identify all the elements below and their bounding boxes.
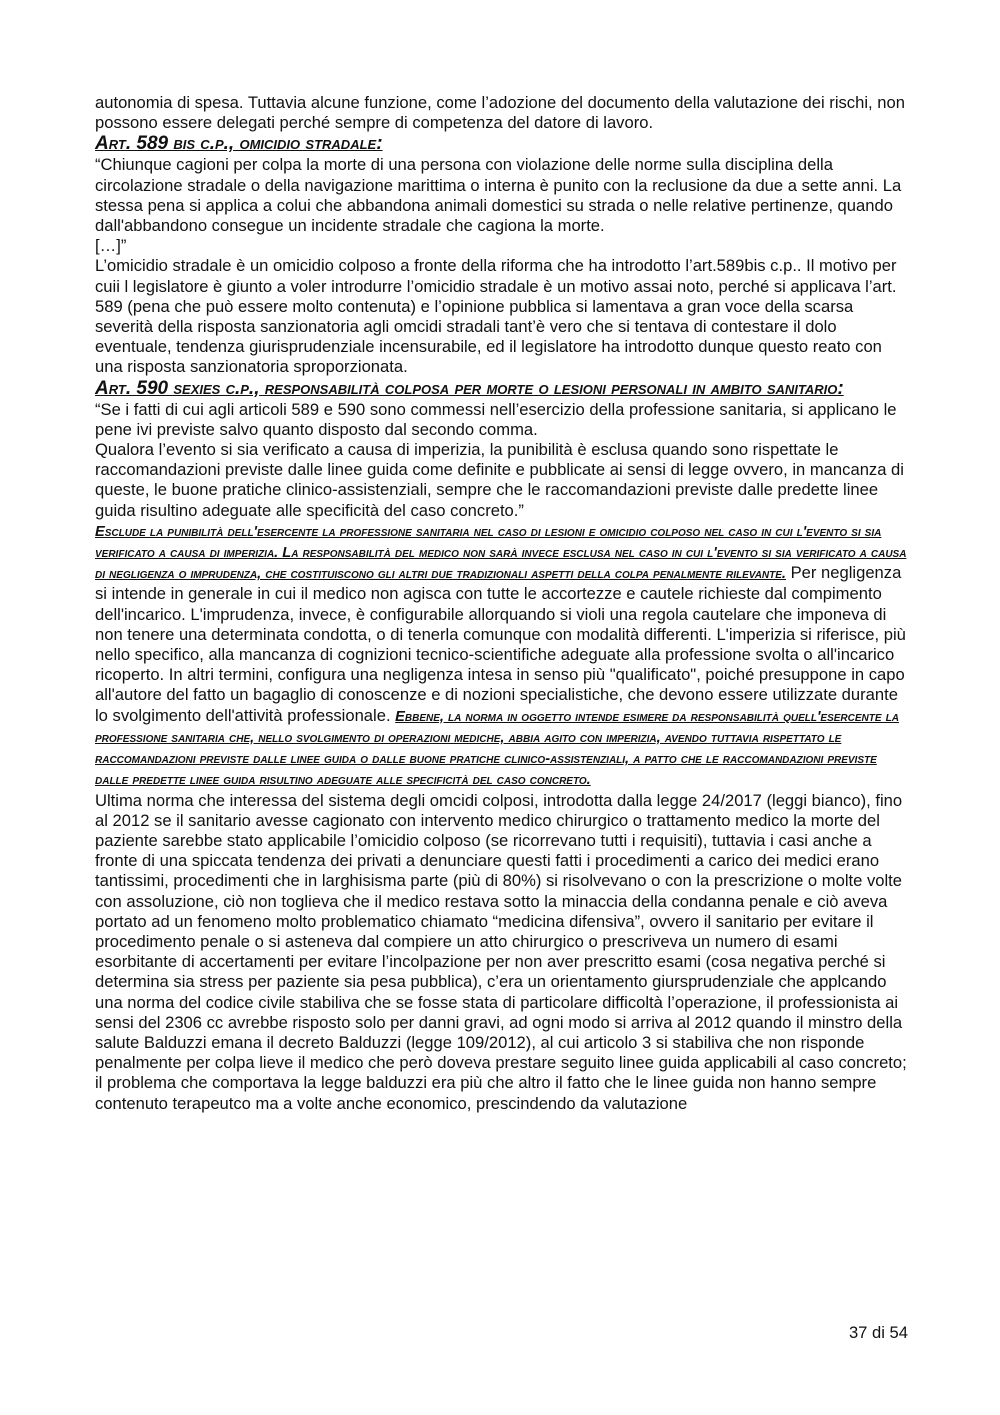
art-589-quote: “Chiunque cagioni per colpa la morte di una persona con violazione delle norme sulla disciplina della circolazione stradale o della navigazione marittima o interna è punito con la reclusione da due a sette anni. La stessa pena si applica a colui che abbandona animali domestici su strada o nelle relative pertinenze, quando dall'abbandono consegue un incidente stradale che cagiona la morte.: [95, 155, 902, 236]
art-589-commentary: L’omicidio stradale è un omicidio colposo a fronte della riforma che ha introdotto l’art.589bis c.p.. Il motivo per cuii l legislatore è giunto a voler introdurre l’omicidio stradale è un motivo assai noto, perché si applicava l’art. 589 (pena che può essere molto contenuta) e l’opinione pubblica si lamentava a gran voce della scarsa severità della risposta sanzionatoria agli omcidi stradali tant’è vero che si tentava di contestare il dolo eventuale, tendenza giurisprudenziale incensurabile, ed il legislatore ha introdotto dunque questo reato con una risposta sanzionatoria sproporzionata.: [95, 256, 897, 377]
page-number: 37 di 54: [848, 1323, 908, 1342]
art-589-ellipsis: […]”: [95, 236, 127, 256]
emphasis-block-2: Ebbene, la norma in oggetto intende esimere da responsabilità quell'esercente la professione sanitaria che, nello svolgimento di operazioni mediche, abbia agito con imperizia, avendo tuttavia rispettato le raccomandazioni previste dalle linee guida o dalle buone pratiche clinico-assistenziali, a patto che le raccomandazioni previste dalle predette linee guida risultino adeguate alle specificità del caso concreto.: [95, 708, 899, 789]
document-page: [95, 93, 910, 1114]
heading-art-589-bis: Art. 589 bis c.p., omicidio stradale:: [95, 133, 383, 155]
art-590-quote-1: “Se i fatti di cui agli articoli 589 e 590 sono commessi nell’esercizio della professione sanitaria, si applicano le pene ivi previste salvo quanto disposto dal secondo comma.: [95, 399, 897, 439]
emphasis-block-1: Esclude la punibilità dell'esercente la professione sanitaria nel caso di lesioni e omicidio colposo nel caso in cui l'evento si sia verificato a causa di imperizia. La responsabilità del medico non sarà invece esclusa nel caso in cui l'evento si sia verificato a causa di negligenza o imprudenza, che costituiscono gli altri due tradizionali aspetti della colpa penalmente rilevante.: [95, 523, 907, 583]
art-590-commentary-text: Per negligenza si intende in generale in cui il medico non agisca con tutte le accortezze e cautele richieste dal compimento dell'incarico. L'imprudenza, invece, è configurabile allorquando si violi una regola cautelare che imponeva di non tenere una determinata condotta, o di tenerla comunque con modalità differenti. L'imperizia si riferisce, più nello specifico, alla mancanza di cognizioni tecnico-scientifiche adeguate alla professione svolta o all'incarico ricoperto. In altri termini, configura una negligenza intesa in senso più "qualificato", poiché presuppone in capo all'autore del fatto un bagaglio di conoscenze e di nozioni specialistiche, che devono essere utilizzate durante lo svolgimento dell'attività professionale.: [95, 563, 906, 725]
heading-art-590-sexies: Art. 590 sexies c.p., responsabilità colposa per morte o lesioni personali in ambito sanitario:: [95, 377, 844, 399]
art-590-quote-2: Qualora l’evento si sia verificato a causa di imperizia, la punibilità è esclusa quando sono rispettate le raccomandazioni previste dalle linee guida come definite e pubblicate ai sensi di legge ovvero, in mancanza di queste, le buone pratiche clinico-assistenziali, sempre che le raccomandazioni previste dalle predette linee guida risultino adeguate alle specificità del caso concreto.”: [95, 440, 904, 520]
intro-paragraph: autonomia di spesa. Tuttavia alcune funzione, come l’adozione del documento della valutazione dei rischi, non possono essere delegati perché sempre di competenza del datore di lavoro.: [95, 93, 905, 133]
closing-paragraph: Ultima norma che interessa del sistema degli omcidi colposi, introdotta dalla legge 24/2017 (leggi bianco), fino al 2012 se il sanitario avesse cagionato con intervento medico chirurgico o trattamento medico la morte del paziente sarebbe stato applicabile l’omicidio colposo (se ricorrevano tutti i requisiti), tuttavia i casi anche a fronte di una spiccata tendenza dei privati a denunciare questi fatti i procedimenti a carico dei medici erano tantissimi, procedimenti che in larghisisma parte (più di 80%) si risolvevano o con la prescrizione o molte volte con assoluzione, ciò non toglieva che il medico restava sotto la minaccia della condanna penale e ciò aveva portato ad un fenomeno molto problematico chiamato “medicina difensiva”, ovvero il sanitario per evitare il procedimento penale o si asteneva dal compiere un atto chirurgico o prescriveva un numero di esami esorbitante di accertamenti per evitare l’incolpazione per non aver prescritto esami (cosa negativa perché si determina sia stress per paziente sia pesa pubblica), c’era un orientamento giursprudenziale che applcando una norma del codice civile stabiliva che se fosse stata di particolare difficoltà l’operazione, il professionista ai sensi del 2306 cc avrebbe risposto solo per danni gravi, ad ogni modo si arriva al 2012 quando il minstro della salute Balduzzi emana il decreto Balduzzi (legge 109/2012), al cui articolo 3 si stabiliva che non risponde penalmente per colpa lieve il medico che però doveva prestare seguito linee guida applicabili al caso concreto; il problema che comportava la legge balduzzi era più che altro il fatto che le linee guida non hanno sempre contenuto terapeutco ma a volte anche economico, prescindendo da valutazione: [95, 790, 907, 1113]
art-590-commentary: [95, 521, 910, 791]
